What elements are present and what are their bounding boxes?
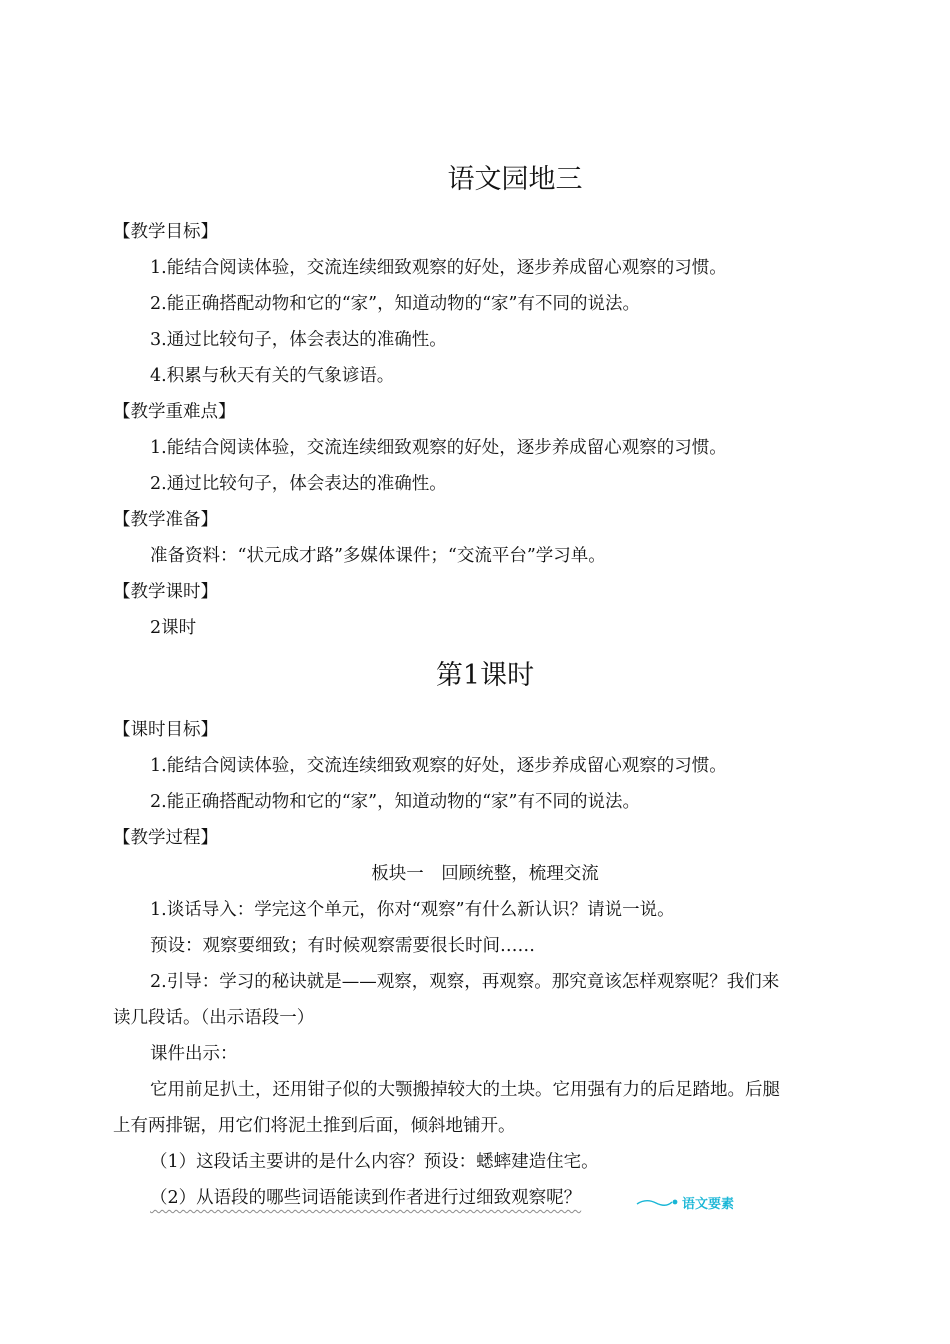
objective-item: 1.能结合阅读体验，交流连续细致观察的好处，逐步养成留心观察的习惯。 — [150, 258, 727, 278]
step-1-preset: 预设：观察要细致；有时候观察需要很长时间…… — [150, 936, 535, 956]
document-title: 语文园地三 — [447, 164, 583, 195]
objective-item: 4.积累与秋天有关的气象谚语。 — [150, 366, 395, 386]
objectives-header: 【教学目标】 — [113, 222, 218, 242]
step-2-line1: 2.引导：学习的秘诀就是——观察，观察，再观察。那究竟该怎样观察呢？我们来 — [150, 972, 780, 992]
keypoint-item: 1.能结合阅读体验，交流连续细致观察的好处，逐步养成留心观察的习惯。 — [150, 438, 727, 458]
step-2-line2: 读几段话。（出示语段一） — [113, 1008, 315, 1028]
hours-header: 【教学课时】 — [113, 582, 218, 602]
step-1: 1.谈话导入：学完这个单元，你对“观察”有什么新认识？请说一说。 — [150, 900, 675, 920]
passage-line2: 上有两排锯，用它们将泥土推到后面，倾斜地铺开。 — [113, 1116, 516, 1136]
keypoint-item: 2.通过比较句子，体会表达的准确性。 — [150, 474, 447, 494]
passage-line1: 它用前足扒土，还用钳子似的大颚搬掉较大的土块。它用强有力的后足踏地。后腿 — [150, 1080, 780, 1100]
lesson-goal-item: 2.能正确搭配动物和它的“家”，知道动物的“家”有不同的说法。 — [150, 792, 640, 812]
prep-text: 准备资料：“状元成才路”多媒体课件；“交流平台”学习单。 — [150, 546, 606, 566]
margin-note-label: 语文要素 — [682, 1196, 735, 1212]
prep-header: 【教学准备】 — [113, 510, 218, 530]
margin-note — [636, 1190, 734, 1214]
objective-item: 3.通过比较句子，体会表达的准确性。 — [150, 330, 447, 350]
block-title: 板块一 回顾统整，梳理交流 — [371, 864, 599, 884]
question-2: （2）从语段的哪些词语能读到作者进行过细致观察呢？ — [150, 1188, 582, 1208]
objective-item: 2.能正确搭配动物和它的“家”，知道动物的“家”有不同的说法。 — [150, 294, 640, 314]
question-2-row — [150, 1180, 581, 1216]
hours-text: 2课时 — [150, 618, 197, 638]
courseware-label: 课件出示： — [150, 1044, 238, 1064]
process-header: 【教学过程】 — [113, 828, 218, 848]
keypoints-header: 【教学重难点】 — [113, 402, 236, 422]
lesson-goal-item: 1.能结合阅读体验，交流连续细致观察的好处，逐步养成留心观察的习惯。 — [150, 756, 727, 776]
question-1: （1）这段话主要讲的是什么内容？预设：蟋蟀建造住宅。 — [150, 1152, 599, 1172]
margin-note-arrow-icon — [636, 1196, 678, 1208]
lesson-goals-header: 【课时目标】 — [113, 720, 218, 740]
lesson-title: 第1课时 — [435, 660, 535, 691]
